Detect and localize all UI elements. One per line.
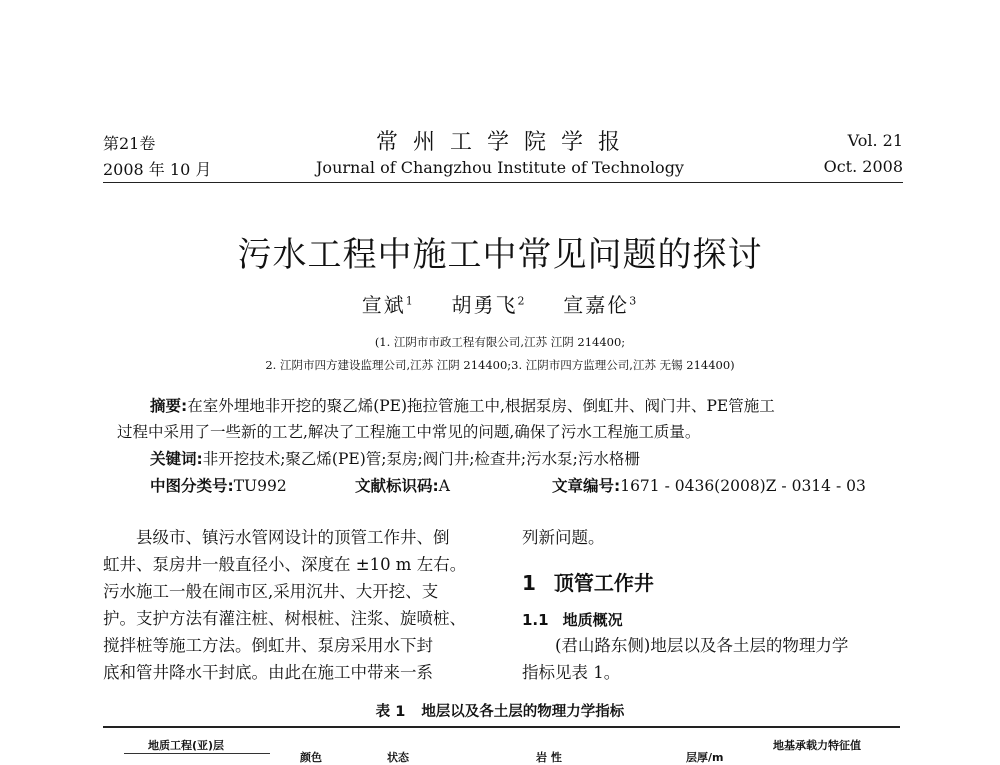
body-line: 指标见表 1。: [522, 663, 621, 682]
abstract-text: 在室外埋地非开挖的聚乙烯(PE)拖拉管施工中,根据泵房、倒虹井、阀门井、PE管施工: [187, 397, 775, 415]
keywords: [150, 447, 640, 469]
author-sup: 1: [405, 294, 415, 308]
body-left-column: [103, 524, 491, 686]
table-header-cell: 岩 性: [536, 751, 562, 764]
header-rule: [103, 182, 903, 183]
author-list: [0, 289, 1000, 318]
body-right-paragraph: [522, 632, 848, 686]
section-title: 顶管工作井: [553, 571, 654, 595]
subsection-number: 1.1: [522, 611, 549, 629]
table-caption-text: 地层以及各土层的物理力学指标: [421, 704, 625, 720]
table-header-cell: 颜色: [300, 751, 322, 764]
table-header-cell: 层厚/m: [686, 751, 724, 764]
clc-number: [150, 474, 287, 496]
body-line: (君山路东侧)地层以及各土层的物理力学: [555, 636, 849, 655]
doc-label: 文献标识码:: [355, 477, 439, 495]
author-name: 宣嘉伦: [563, 293, 630, 317]
article-id-label: 文章编号:: [552, 477, 621, 495]
clc-value: TU992: [233, 477, 287, 495]
date-en: Oct. 2008: [823, 157, 903, 176]
volume-en: Vol. 21: [847, 131, 903, 150]
body-line: 底和管井降水干封底。由此在施工中带来一系: [103, 663, 433, 682]
section-1-heading: [522, 567, 654, 596]
journal-title-cn: 常 州 工 学 院 学 报: [376, 130, 624, 155]
document-code: [355, 474, 450, 496]
table-subheader-rule: [124, 753, 270, 754]
affiliation-line: (1. 江阴市市政工程有限公司,江苏 江阴 214400;: [374, 335, 626, 349]
table-header-cell: 地基承载力特征值: [773, 739, 861, 752]
keywords-label: 关键词:: [150, 450, 203, 468]
abstract-label: 摘要:: [150, 397, 188, 415]
abstract-line-1: [150, 394, 775, 416]
keywords-text: 非开挖技术;聚乙烯(PE)管;泵房;阀门井;检查井;污水泵;污水格栅: [202, 450, 640, 468]
subsection-title: 地质概况: [562, 611, 623, 629]
article-id-value: 1671 - 0436(2008)Z - 0314 - 03: [620, 477, 866, 495]
author-name: 胡勇飞: [451, 293, 518, 317]
author-name: 宣斌: [361, 293, 406, 317]
table-header-cell: 地质工程(亚)层: [148, 739, 225, 752]
author-sup: 2: [517, 294, 527, 308]
subsection-1-1-heading: [522, 609, 623, 630]
section-number: 1: [522, 571, 536, 595]
volume-cn: 第21卷: [103, 134, 156, 153]
table-caption: [0, 700, 1000, 721]
author-sup: 3: [629, 294, 639, 308]
body-line: 搅拌桩等施工方法。倒虹井、泵房采用水下封: [103, 636, 433, 655]
table-top-rule: [103, 726, 900, 728]
article-id: [552, 474, 866, 496]
affiliation-line: 2. 江阴市四方建设监理公司,江苏 江阴 214400;3. 江阴市四方监理公司,江苏 无锡 214400): [265, 358, 735, 372]
date-cn: 2008 年 10 月: [103, 160, 212, 179]
article-title: 污水工程中施工中常见问题的探讨: [237, 235, 763, 275]
body-line: 虹井、泵房井一般直径小、深度在 ±10 m 左右。: [103, 555, 467, 574]
body-line: 县级市、镇污水管网设计的顶管工作井、倒: [136, 528, 450, 547]
body-line: 护。支护方法有灌注桩、树根桩、注浆、旋喷桩、: [103, 609, 466, 628]
clc-label: 中图分类号:: [150, 477, 234, 495]
doc-value: A: [438, 477, 450, 495]
abstract-line-2: 过程中采用了一些新的工艺,解决了工程施工中常见的问题,确保了污水工程施工质量。: [117, 423, 701, 441]
body-right-intro: 列新问题。: [522, 528, 605, 547]
table-caption-number: 表 1: [375, 704, 406, 720]
body-line: 污水施工一般在闹市区,采用沉井、大开挖、支: [103, 582, 439, 601]
table-header-cell: 状态: [387, 751, 409, 764]
journal-title-en: Journal of Changzhou Institute of Technology: [316, 158, 684, 177]
